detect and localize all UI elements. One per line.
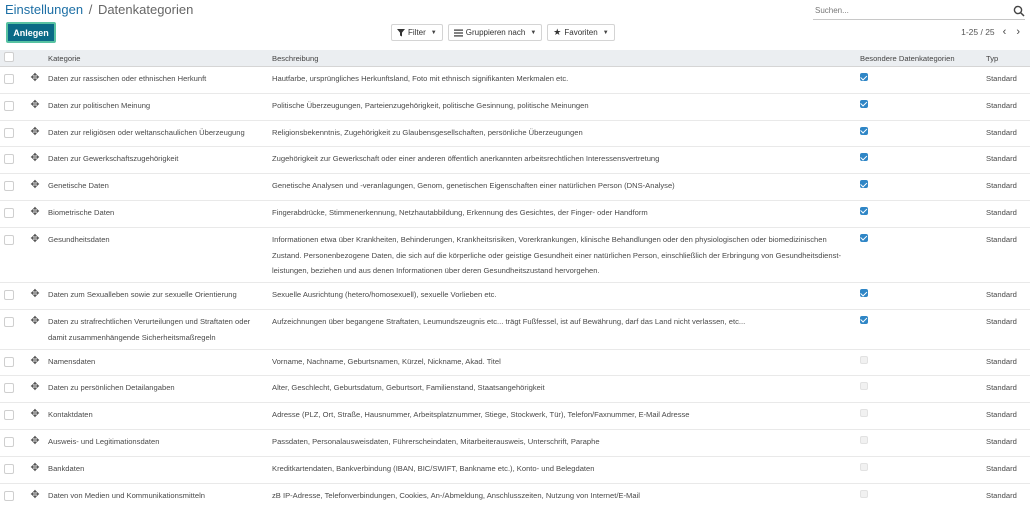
drag-handle-icon[interactable]: ✥ xyxy=(30,151,40,167)
chevron-down-icon: ▼ xyxy=(530,30,536,36)
pager-next-icon[interactable]: › xyxy=(1014,26,1022,38)
favorites-label: Favoriten xyxy=(564,28,597,37)
column-header-type[interactable]: Typ xyxy=(982,50,1030,67)
category-cell[interactable]: Bankdaten xyxy=(44,456,268,483)
description-cell[interactable]: Sexuelle Ausrichtung (hetero/homosexuell), sexuelle Vorlieben etc. xyxy=(268,283,856,310)
table-row[interactable] xyxy=(0,174,1030,201)
row-handle-cell xyxy=(26,283,44,310)
category-cell[interactable]: Daten von Medien und Kommunikationsmitteln xyxy=(44,483,268,509)
row-checkbox[interactable] xyxy=(4,464,14,474)
page-title: Datenkategorien xyxy=(98,2,193,17)
special-category-cell xyxy=(856,200,982,227)
description-cell[interactable]: Genetische Analysen und -veranlagungen, Genom, genetischen Eigenschaften einer natürlichen Person (DNS-Analyse) xyxy=(268,174,856,201)
breadcrumb xyxy=(5,2,193,18)
category-cell[interactable]: Daten zur rassischen oder ethnischen Herkunft xyxy=(44,67,268,94)
chevron-down-icon: ▼ xyxy=(431,30,437,36)
row-select-cell xyxy=(0,309,26,349)
star-icon: ★ xyxy=(553,27,561,38)
special-category-checkbox xyxy=(860,436,868,444)
special-category-cell xyxy=(856,376,982,403)
table-row[interactable] xyxy=(0,93,1030,120)
special-category-checkbox xyxy=(860,382,868,390)
row-checkbox[interactable] xyxy=(4,290,14,300)
row-handle-cell xyxy=(26,376,44,403)
description-cell[interactable]: Kreditkartendaten, Bankverbindung (IBAN, BIC/SWIFT, Bankname etc.), Konto- und Belegdaten xyxy=(268,456,856,483)
column-header-category[interactable]: Kategorie xyxy=(44,50,268,67)
row-handle-cell xyxy=(26,200,44,227)
row-select-cell xyxy=(0,403,26,430)
drag-handle-icon[interactable]: ✥ xyxy=(30,98,40,114)
control-panel xyxy=(0,0,1030,42)
special-category-checkbox xyxy=(860,463,868,471)
row-checkbox[interactable] xyxy=(4,208,14,218)
special-category-checkbox xyxy=(860,490,868,498)
row-checkbox[interactable] xyxy=(4,437,14,447)
special-category-cell xyxy=(856,456,982,483)
drag-handle-icon[interactable]: ✥ xyxy=(30,407,40,423)
special-category-cell xyxy=(856,283,982,310)
special-category-checkbox xyxy=(860,289,868,297)
pager xyxy=(961,24,1022,40)
pager-value[interactable]: 1-25 / 25 xyxy=(961,27,995,37)
type-cell[interactable]: Standard xyxy=(982,403,1030,430)
row-select-cell xyxy=(0,376,26,403)
row-select-cell xyxy=(0,67,26,94)
table-row[interactable] xyxy=(0,147,1030,174)
special-category-cell xyxy=(856,93,982,120)
row-select-cell xyxy=(0,200,26,227)
description-cell[interactable]: Religionsbekenntnis, Zugehörigkeit zu Glaubensgesellschaften, persönliche Überzeugungen xyxy=(268,120,856,147)
chevron-down-icon: ▼ xyxy=(603,30,609,36)
data-categories-table xyxy=(0,50,1030,509)
group-by-label: Gruppieren nach xyxy=(466,28,526,37)
description-cell[interactable]: zB IP-Adresse, Telefonverbindungen, Cookies, An-/Abmeldung, Anschlusszeiten, Nutzung von Internet/E-Mail xyxy=(268,483,856,509)
category-cell[interactable]: Namensdaten xyxy=(44,349,268,376)
special-category-cell xyxy=(856,174,982,201)
special-category-cell xyxy=(856,403,982,430)
row-handle-cell xyxy=(26,120,44,147)
special-category-checkbox xyxy=(860,180,868,188)
breadcrumb-link-settings[interactable]: Einstellungen xyxy=(5,2,83,17)
row-handle-cell xyxy=(26,403,44,430)
row-handle-cell xyxy=(26,349,44,376)
type-cell[interactable]: Standard xyxy=(982,67,1030,94)
special-category-cell xyxy=(856,483,982,509)
drag-handle-icon[interactable]: ✥ xyxy=(30,71,40,87)
filter-label: Filter xyxy=(408,28,426,37)
special-category-checkbox xyxy=(860,356,868,364)
list-icon xyxy=(454,29,463,37)
special-category-cell xyxy=(856,227,982,282)
type-cell[interactable]: Standard xyxy=(982,483,1030,509)
type-cell[interactable]: Standard xyxy=(982,349,1030,376)
select-all-cell xyxy=(0,50,26,67)
row-handle-cell xyxy=(26,227,44,282)
description-cell[interactable]: Adresse (PLZ, Ort, Straße, Hausnummer, Arbeitsplatznummer, Stiege, Stockwerk, Tür), Telefon/Faxnummer, E-Mail Adresse xyxy=(268,403,856,430)
table-row[interactable] xyxy=(0,349,1030,376)
row-checkbox[interactable] xyxy=(4,235,14,245)
drag-handle-icon[interactable]: ✥ xyxy=(30,461,40,477)
type-cell[interactable]: Standard xyxy=(982,376,1030,403)
row-select-cell xyxy=(0,93,26,120)
type-cell[interactable]: Standard xyxy=(982,227,1030,282)
row-select-cell xyxy=(0,283,26,310)
special-category-cell xyxy=(856,429,982,456)
type-cell[interactable]: Standard xyxy=(982,309,1030,349)
column-header-special[interactable]: Besondere Datenkategorien xyxy=(856,50,982,67)
type-cell[interactable]: Standard xyxy=(982,283,1030,310)
table-row[interactable] xyxy=(0,227,1030,282)
table-row[interactable] xyxy=(0,376,1030,403)
row-select-cell xyxy=(0,483,26,509)
row-checkbox[interactable] xyxy=(4,357,14,367)
drag-handle-icon[interactable]: ✥ xyxy=(30,314,40,330)
category-cell[interactable]: Daten zur religiösen oder weltanschaulichen Überzeugung xyxy=(44,120,268,147)
special-category-cell xyxy=(856,349,982,376)
type-cell[interactable]: Standard xyxy=(982,429,1030,456)
table-row[interactable] xyxy=(0,403,1030,430)
search-options xyxy=(391,24,615,40)
special-category-checkbox xyxy=(860,207,868,215)
handle-header xyxy=(26,50,44,67)
search-input[interactable] xyxy=(815,3,1001,17)
special-category-cell xyxy=(856,309,982,349)
table-body xyxy=(0,67,1030,509)
row-checkbox[interactable] xyxy=(4,181,14,191)
row-handle-cell xyxy=(26,93,44,120)
special-category-cell xyxy=(856,147,982,174)
row-select-cell xyxy=(0,456,26,483)
drag-handle-icon[interactable]: ✥ xyxy=(30,287,40,303)
row-checkbox[interactable] xyxy=(4,317,14,327)
description-cell[interactable]: Zugehörigkeit zur Gewerkschaft oder einer anderen öffentlich anerkannten arbeitsrechtlichen Interessensvertretung xyxy=(268,147,856,174)
row-checkbox[interactable] xyxy=(4,154,14,164)
description-cell[interactable]: Politische Überzeugungen, Parteienzugehörigkeit, politische Gesinnung, politische Meinungen xyxy=(268,93,856,120)
row-handle-cell xyxy=(26,67,44,94)
description-cell[interactable]: Alter, Geschlecht, Geburtsdatum, Geburtsort, Familienstand, Staatsangehörigkeit xyxy=(268,376,856,403)
special-category-checkbox xyxy=(860,100,868,108)
filter-dropdown[interactable] xyxy=(391,24,443,41)
table-row[interactable] xyxy=(0,283,1030,310)
row-checkbox[interactable] xyxy=(4,410,14,420)
row-handle-cell xyxy=(26,309,44,349)
row-checkbox[interactable] xyxy=(4,101,14,111)
type-cell[interactable]: Standard xyxy=(982,93,1030,120)
drag-handle-icon[interactable]: ✥ xyxy=(30,354,40,370)
special-category-cell xyxy=(856,67,982,94)
row-checkbox[interactable] xyxy=(4,74,14,84)
table-row[interactable] xyxy=(0,309,1030,349)
type-cell[interactable]: Standard xyxy=(982,200,1030,227)
row-select-cell xyxy=(0,429,26,456)
table-row[interactable] xyxy=(0,120,1030,147)
category-cell[interactable]: Genetische Daten xyxy=(44,174,268,201)
search-box xyxy=(813,3,1025,20)
description-cell[interactable]: Vorname, Nachname, Geburtsnamen, Kürzel, Nickname, Akad. Titel xyxy=(268,349,856,376)
row-handle-cell xyxy=(26,456,44,483)
type-cell[interactable]: Standard xyxy=(982,174,1030,201)
favorites-dropdown[interactable] xyxy=(547,24,614,41)
category-cell[interactable]: Ausweis- und Legitimationsdaten xyxy=(44,429,268,456)
drag-handle-icon[interactable]: ✥ xyxy=(30,488,40,504)
special-category-checkbox xyxy=(860,73,868,81)
special-category-checkbox xyxy=(860,127,868,135)
row-checkbox[interactable] xyxy=(4,128,14,138)
description-cell[interactable]: Informationen etwa über Krankheiten, Behinderungen, Krankheitsrisiken, Vorerkrankungen, klinische Behandlungen oder den physiologischen oder biomedizinischen Zustand. Personenbezogene Daten, die sich auf die körperliche oder geistige Gesundheit einer natürlichen Person, einschließlich der Erbringung von Gesundheitsdienst-leistungen, beziehen und aus denen Informationen über deren Gesundheitszustand hervorgehen. xyxy=(268,227,856,282)
row-handle-cell xyxy=(26,483,44,509)
row-select-cell xyxy=(0,227,26,282)
row-select-cell xyxy=(0,174,26,201)
drag-handle-icon[interactable]: ✥ xyxy=(30,380,40,396)
drag-handle-icon[interactable]: ✥ xyxy=(30,205,40,221)
type-cell[interactable]: Standard xyxy=(982,147,1030,174)
search-icon[interactable] xyxy=(1013,5,1025,17)
select-all-checkbox[interactable] xyxy=(4,52,14,62)
row-select-cell xyxy=(0,120,26,147)
row-select-cell xyxy=(0,349,26,376)
special-category-checkbox xyxy=(860,153,868,161)
category-cell[interactable]: Daten zur Gewerkschaftszugehörigkeit xyxy=(44,147,268,174)
type-cell[interactable]: Standard xyxy=(982,456,1030,483)
drag-handle-icon[interactable]: ✥ xyxy=(30,434,40,450)
category-cell[interactable]: Daten zum Sexualleben sowie zur sexuelle Orientierung xyxy=(44,283,268,310)
type-cell[interactable]: Standard xyxy=(982,120,1030,147)
category-cell[interactable]: Daten zu strafrechtlichen Verurteilungen und Straftaten oder damit zusammenhängende Sicherheitsmaßregeln xyxy=(44,309,268,349)
filter-icon xyxy=(397,29,405,37)
create-button[interactable]: Anlegen xyxy=(6,22,56,43)
breadcrumb-separator: / xyxy=(87,2,95,17)
row-handle-cell xyxy=(26,147,44,174)
description-cell[interactable]: Fingerabdrücke, Stimmenerkennung, Netzhautabbildung, Erkennung des Gesichtes, der Finger- oder Handform xyxy=(268,200,856,227)
category-cell[interactable]: Daten zur politischen Meinung xyxy=(44,93,268,120)
description-cell[interactable]: Passdaten, Personalausweisdaten, Führerscheindaten, Mitarbeiterausweis, Unterschrift, Paraphe xyxy=(268,429,856,456)
row-handle-cell xyxy=(26,174,44,201)
special-category-checkbox xyxy=(860,234,868,242)
table-row[interactable] xyxy=(0,200,1030,227)
table-row[interactable] xyxy=(0,67,1030,94)
pager-previous-icon[interactable]: ‹ xyxy=(1001,26,1009,38)
special-category-checkbox xyxy=(860,316,868,324)
row-checkbox[interactable] xyxy=(4,383,14,393)
group-by-dropdown[interactable] xyxy=(448,24,543,41)
category-cell[interactable]: Gesundheitsdaten xyxy=(44,227,268,282)
row-select-cell xyxy=(0,147,26,174)
table-header-row xyxy=(0,50,1030,67)
row-checkbox[interactable] xyxy=(4,491,14,501)
table-row[interactable] xyxy=(0,483,1030,509)
category-cell[interactable]: Daten zu persönlichen Detailangaben xyxy=(44,376,268,403)
special-category-cell xyxy=(856,120,982,147)
drag-handle-icon[interactable]: ✥ xyxy=(30,125,40,141)
description-cell[interactable]: Aufzeichnungen über begangene Straftaten, Leumundszeugnis etc... trägt Fußfessel, ist auf Bewährung, darf das Land nicht verlassen, etc... xyxy=(268,309,856,349)
row-handle-cell xyxy=(26,429,44,456)
special-category-checkbox xyxy=(860,409,868,417)
column-header-description[interactable]: Beschreibung xyxy=(268,50,856,67)
category-cell[interactable]: Biometrische Daten xyxy=(44,200,268,227)
drag-handle-icon[interactable]: ✥ xyxy=(30,178,40,194)
table-row[interactable] xyxy=(0,429,1030,456)
table-row[interactable] xyxy=(0,456,1030,483)
description-cell[interactable]: Hautfarbe, ursprüngliches Herkunftsland, Foto mit ethnisch signifikanten Merkmalen etc. xyxy=(268,67,856,94)
category-cell[interactable]: Kontaktdaten xyxy=(44,403,268,430)
drag-handle-icon[interactable]: ✥ xyxy=(30,232,40,248)
